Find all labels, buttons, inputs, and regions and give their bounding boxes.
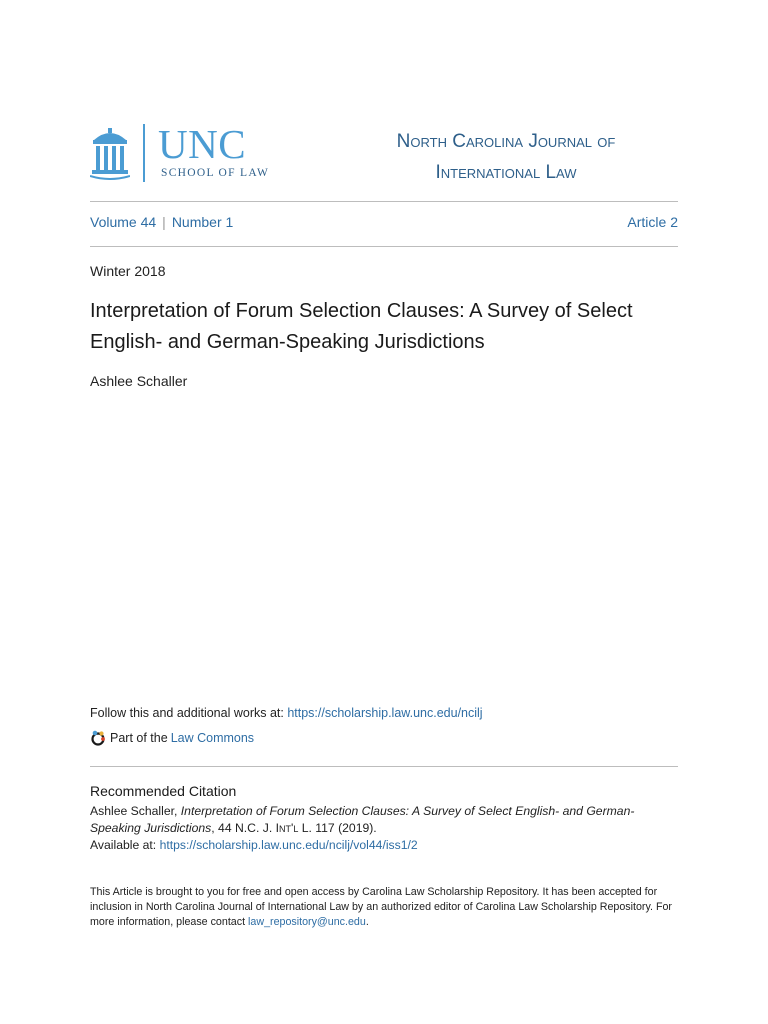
network-icon: [90, 730, 106, 746]
journal-name-line1: North Carolina Journal of: [396, 131, 616, 152]
issue-separator: |: [162, 214, 166, 230]
citation-author: Ashlee Schaller,: [90, 804, 181, 818]
follow-url-link[interactable]: https://scholarship.law.unc.edu/ncilj: [287, 706, 483, 720]
citation-rest: L. 117 (2019).: [298, 821, 377, 835]
citation-smallcaps: Int'l: [275, 821, 299, 835]
available-url-link[interactable]: https://scholarship.law.unc.edu/ncilj/vol44/iss1/2: [159, 838, 418, 852]
logo-divider: [143, 124, 145, 182]
follow-line: [90, 706, 483, 720]
footer-notice: [90, 885, 678, 930]
logo-school-text: SCHOOL OF LAW: [161, 167, 270, 179]
part-of-line: [90, 730, 254, 746]
journal-name[interactable]: [334, 126, 678, 188]
divider-top: [90, 201, 678, 202]
citation-pre: , 44 N.C. J.: [211, 821, 276, 835]
available-at-line: [90, 838, 418, 852]
available-prefix: Available at:: [90, 838, 160, 852]
unc-school-of-law-logo: [90, 122, 290, 182]
header: [90, 118, 678, 188]
number-link[interactable]: Number 1: [171, 214, 234, 230]
citation-text: [90, 803, 678, 837]
journal-name-line2: International Law: [435, 162, 577, 183]
follow-prefix: Follow this and additional works at:: [90, 706, 288, 720]
article-author: Ashlee Schaller: [90, 373, 188, 389]
divider-bottom: [90, 766, 678, 767]
law-commons-link[interactable]: Law Commons: [170, 731, 255, 745]
contact-email-link[interactable]: law_repository@unc.edu: [248, 916, 366, 928]
footer-end: .: [365, 916, 369, 928]
old-well-icon: [90, 126, 130, 180]
citation-title: Interpretation of Forum Selection Clauses: A Survey of Select English- and German-Speaking Jurisdictions: [90, 804, 635, 835]
part-of-prefix: Part of the: [110, 731, 168, 745]
issue-date: Winter 2018: [90, 263, 166, 279]
volume-link[interactable]: Volume 44: [90, 214, 157, 230]
article-link[interactable]: Article 2: [627, 214, 678, 230]
article-title: Interpretation of Forum Selection Clauses: A Survey of Select English- and German-Speaking Jurisdictions: [90, 300, 633, 353]
footer-text: This Article is brought to you for free and open access by Carolina Law Scholarship Repository. It has been accepted for inclusion in North Carolina Journal of International Law by an authorized editor of Carolina Law Scholarship Repository. For more information, please contact: [90, 886, 672, 928]
recommended-citation-heading: Recommended Citation: [90, 783, 237, 799]
logo-unc-text: UNC: [158, 121, 247, 167]
divider-mid: [90, 246, 678, 247]
